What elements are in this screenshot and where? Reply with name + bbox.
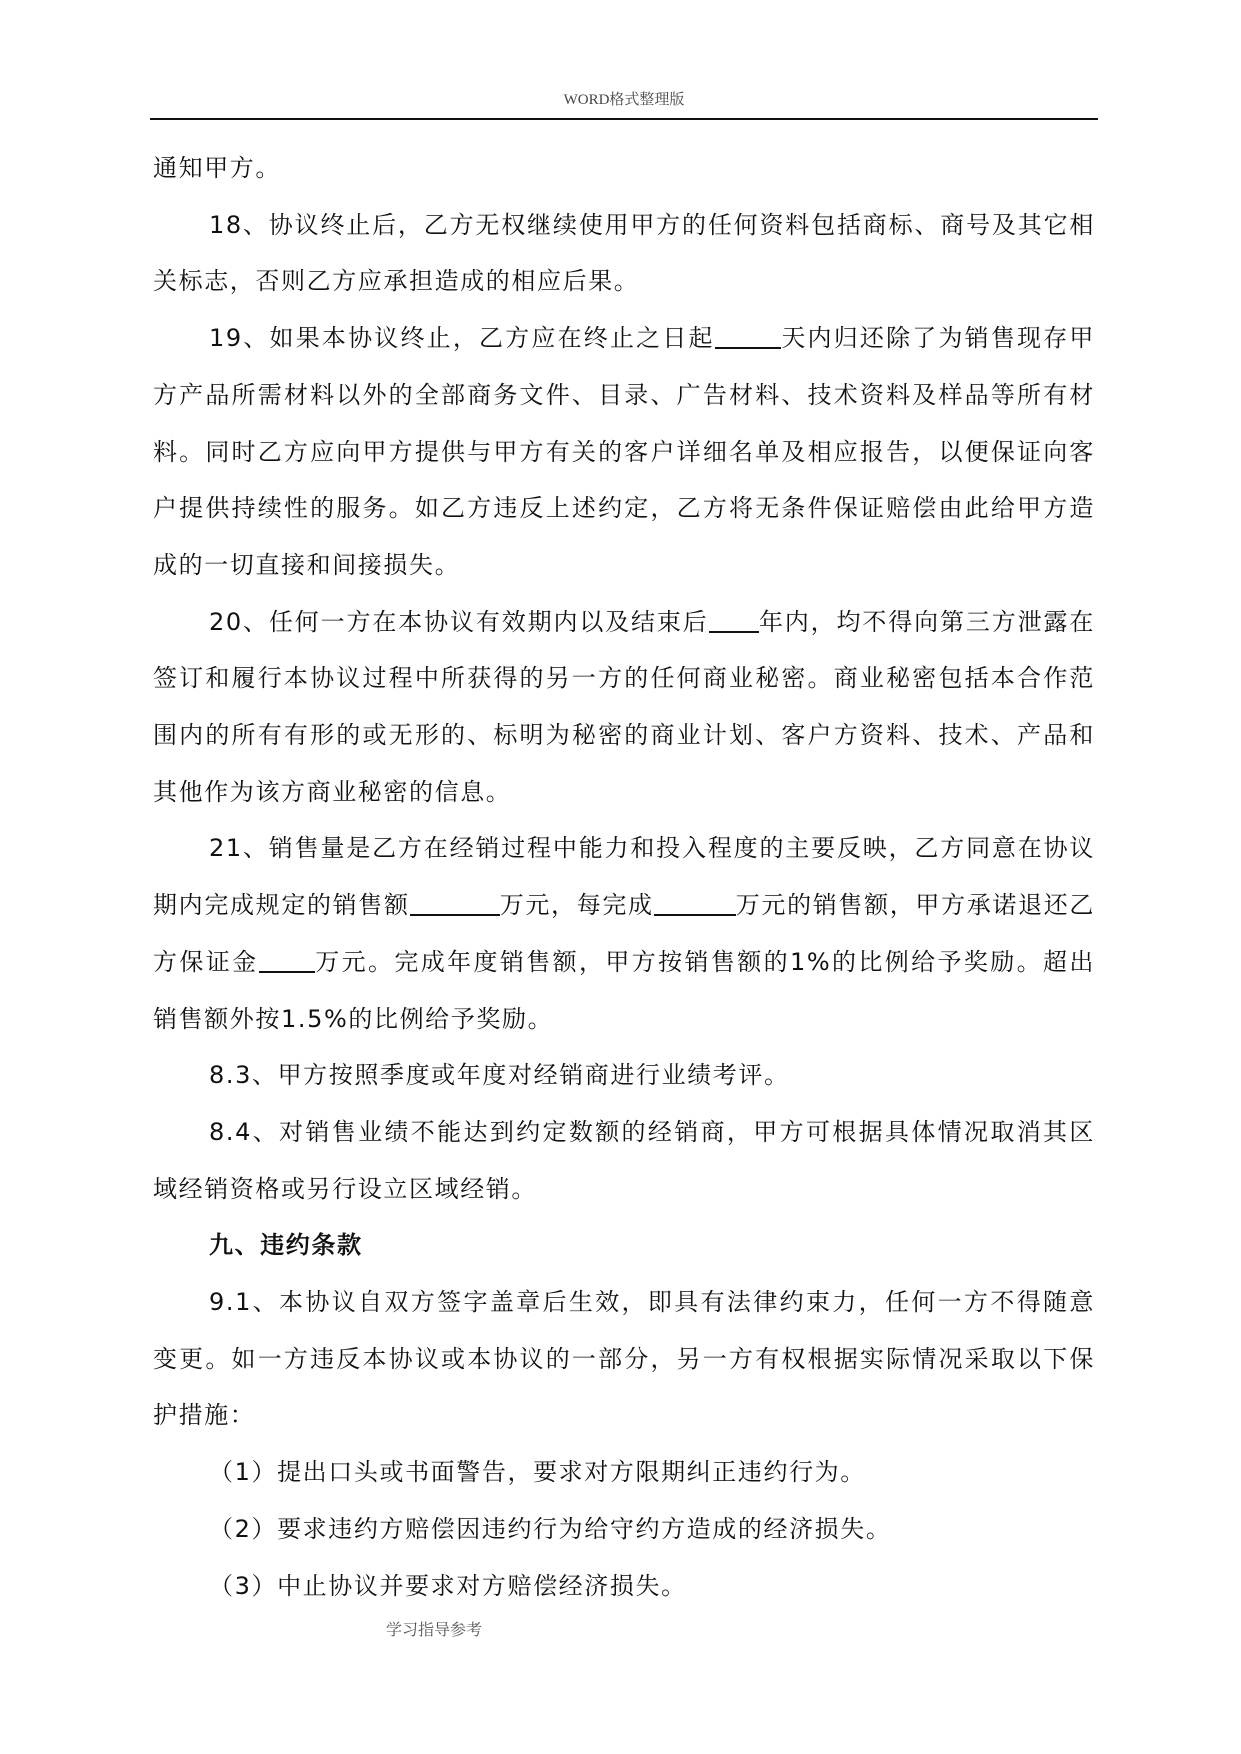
page-header: WORD格式整理版 [150, 82, 1098, 120]
section-heading-breach: 九、违约条款 [209, 1231, 363, 1260]
page-footer: 学习指导参考 [386, 1620, 483, 1639]
blank-per-sales-field [654, 890, 736, 916]
clause-19-text-end: 天内归还除了为销售现存甲方产品所需材料以外的全部商务文件、目录、广告材料、技术资料及样品等所有材料。同时乙方应向甲方提供与甲方有关的客户详细名单及相应报告，以便保证向客户提供持续性的服务。如乙方违反上述约定，乙方将无条件保证赔偿由此给甲方造成的一切直接和间接损失。 [153, 324, 1095, 579]
clause-21-text-middle-2: 万元的销售额，甲方承诺退还乙方保证金 [153, 891, 1095, 976]
clause-21-text-start: 21、销售量是乙方在经销过程中能力和投入程度的主要反映，乙方同意在协议期内完成规定的销售额 [153, 834, 1095, 920]
clause-20-text-end: 年内，均不得向第三方泄露在签订和履行本协议过程中所获得的另一方的任何商业秘密。商业秘密包括本合作范围内的所有有形的或无形的、标明为秘密的商业计划、客户方资料、技术、产品和其他作为该方商业秘密的信息。 [153, 607, 1095, 806]
document-body [153, 140, 1095, 1614]
clause-8-3: 8.3、甲方按照季度或年度对经销商进行业绩考评。 [209, 1061, 790, 1090]
blank-sales-amount-field [410, 890, 500, 916]
clause-19-text-start: 19、如果本协议终止，乙方应在终止之日起 [209, 324, 715, 353]
clause-20-text-start: 20、任何一方在本协议有效期内以及结束后 [209, 607, 709, 636]
clause-19 [153, 310, 1095, 594]
clause-18: 18、协议终止后，乙方无权继续使用甲方的任何资料包括商标、商号及其它相关标志，否则乙方应承担造成的相应后果。 [153, 210, 1095, 296]
clause-21-text-end: 万元。完成年度销售额，甲方按销售额的1%的比例给予奖励。超出销售额外按1.5%的比例给予奖励。 [153, 947, 1095, 1033]
clause-21-text-middle-1: 万元，每完成 [499, 891, 654, 920]
measure-item-1: （1）提出口头或书面警告，要求对方限期纠正违约行为。 [209, 1458, 866, 1487]
blank-years-field [709, 607, 759, 633]
clause-21 [153, 820, 1095, 1047]
blank-deposit-field [259, 947, 315, 973]
clause-20 [153, 594, 1095, 821]
paragraph-continuation: 通知甲方。 [153, 154, 281, 182]
clause-9-1: 9.1、本协议自双方签字盖章后生效，即具有法律约束力，任何一方不得随意变更。如一方违反本协议或本协议的一部分，另一方有权根据实际情况采取以下保护措施： [153, 1288, 1095, 1430]
measure-item-3: （3）中止协议并要求对方赔偿经济损失。 [209, 1571, 687, 1600]
clause-8-4: 8.4、对销售业绩不能达到约定数额的经销商，甲方可根据具体情况取消其区域经销资格或另行设立区域经销。 [153, 1117, 1095, 1203]
blank-days-field [715, 323, 781, 349]
measure-item-2: （2）要求违约方赔偿因违约行为给守约方造成的经济损失。 [209, 1514, 892, 1543]
